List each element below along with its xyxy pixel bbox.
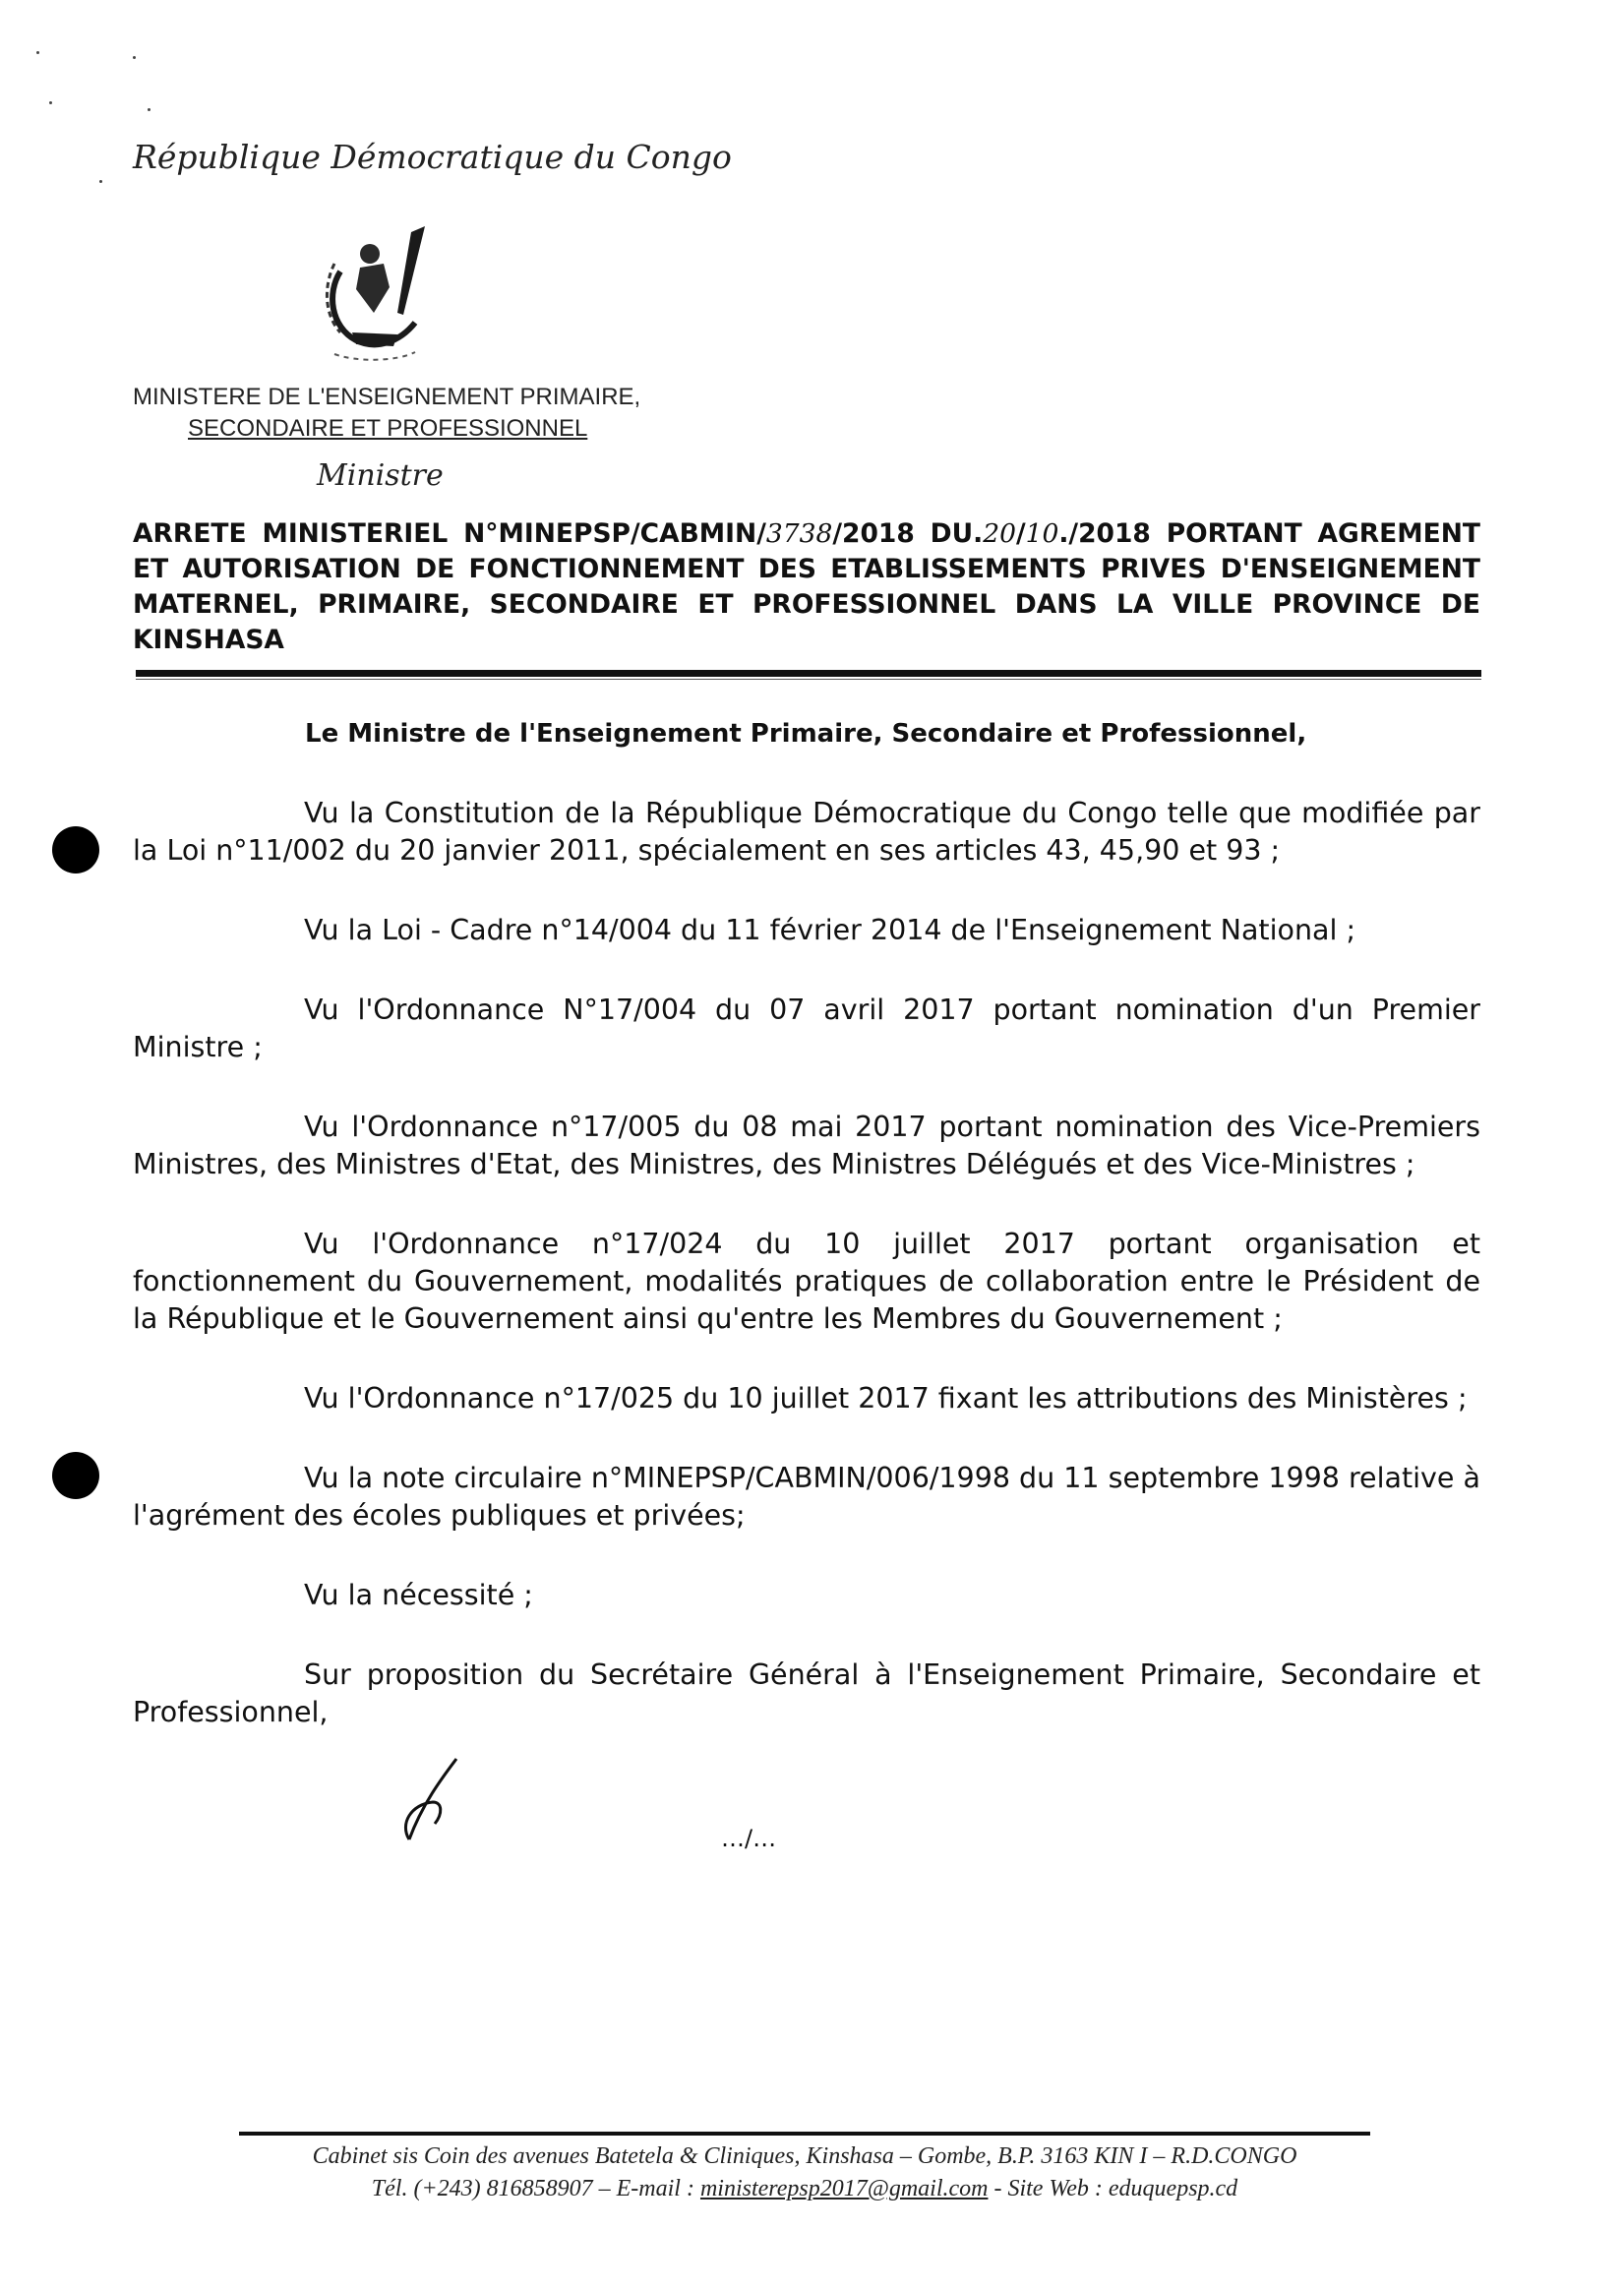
arrete-rest: ./2018 PORTANT AGREMENT ET AUTORISATION DE FONCTIONNEMENT DES ETABLISSEMENTS PRIVES D'ENSEIGNEMENT MATERNEL, PRIMAIRE, SECONDAIRE ET PROFESSIONNEL DANS LA VILLE PROVINCE DE KINSHASA: [133, 518, 1480, 655]
punch-hole-top: [52, 826, 99, 874]
paragraph-necessite: Vu la nécessité ;: [304, 1579, 533, 1611]
handwritten-initial: [393, 1755, 472, 1843]
arrete-year: /2018 DU.: [832, 518, 984, 549]
footer: [239, 2140, 1370, 2205]
ministry-line-1: MINISTERE DE L'ENSEIGNEMENT PRIMAIRE,: [133, 384, 641, 410]
arrete-sep: /: [1015, 518, 1026, 549]
continuation-mark: …/…: [721, 1825, 777, 1852]
paragraph-ordonnance-024: Vu l'Ordonnance n°17/024 du 10 juillet 2017 portant organisation et fonctionnement du Gouvernement, modalités pratiques de collaboration entre le Président de la République et le Gouvernement ainsi qu'entre les Membres du Gouvernement ;: [133, 1228, 1480, 1335]
arrete-number: 3738: [765, 518, 833, 549]
paragraph-loi-cadre: Vu la Loi - Cadre n°14/004 du 11 février 2014 de l'Enseignement National ;: [304, 914, 1356, 946]
arrete-month: 10: [1025, 518, 1059, 549]
footer-tel: Tél. (+243) 816858907 – E-mail :: [371, 2176, 700, 2201]
arrete-title: [133, 516, 1480, 658]
title-rule-thin: [136, 679, 1481, 680]
paragraph-ordonnance-005: Vu l'Ordonnance n°17/005 du 08 mai 2017 portant nomination des Vice-Premiers Ministres, des Ministres d'Etat, des Ministres, des Ministres Délégués et des Vice-Ministres ;: [133, 1111, 1480, 1180]
punch-hole-bottom: [52, 1452, 99, 1499]
coat-of-arms-emblem: [305, 224, 443, 364]
paragraph-note-circulaire: Vu la note circulaire n°MINEPSP/CABMIN/006/1998 du 11 septembre 1998 relative à l'agrément des écoles publiques et privées;: [133, 1462, 1480, 1532]
arrete-day: 20: [983, 518, 1016, 549]
paragraph-ordonnance-025: Vu l'Ordonnance n°17/025 du 10 juillet 2017 fixant les attributions des Ministères ;: [304, 1382, 1468, 1415]
republic-header: République Démocratique du Congo: [133, 138, 732, 176]
footer-contact: [239, 2173, 1370, 2205]
considerations: [133, 795, 1480, 1731]
arrete-prefix: ARRETE MINISTERIEL N°MINEPSP/CABMIN/: [133, 518, 766, 549]
footer-address: Cabinet sis Coin des avenues Batetela & Cliniques, Kinshasa – Gombe, B.P. 3163 KIN I – R.D.CONGO: [312, 2143, 1297, 2169]
ministry-name: [133, 382, 684, 445]
footer-rule: [239, 2132, 1370, 2136]
title-rule: [136, 670, 1481, 677]
ministry-line-2: SECONDAIRE ET PROFESSIONNEL: [188, 415, 588, 442]
ministre-label: Ministre: [317, 458, 444, 493]
footer-site: - Site Web : eduquepsp.cd: [988, 2176, 1238, 2201]
paragraph-ordonnance-004: Vu l'Ordonnance N°17/004 du 07 avril 2017 portant nomination d'un Premier Ministre ;: [133, 994, 1480, 1063]
paragraph-constitution: Vu la Constitution de la République Démocratique du Congo telle que modifiée par la Loi n°11/002 du 20 janvier 2011, spécialement en ses articles 43, 45,90 et 93 ;: [133, 797, 1480, 867]
paragraph-proposition: Sur proposition du Secrétaire Général à l'Enseignement Primaire, Secondaire et Professionnel,: [133, 1658, 1480, 1728]
minister-heading: Le Ministre de l'Enseignement Primaire, Secondaire et Professionnel,: [305, 719, 1307, 749]
footer-email-link[interactable]: ministerepsp2017@gmail.com: [699, 2176, 989, 2201]
